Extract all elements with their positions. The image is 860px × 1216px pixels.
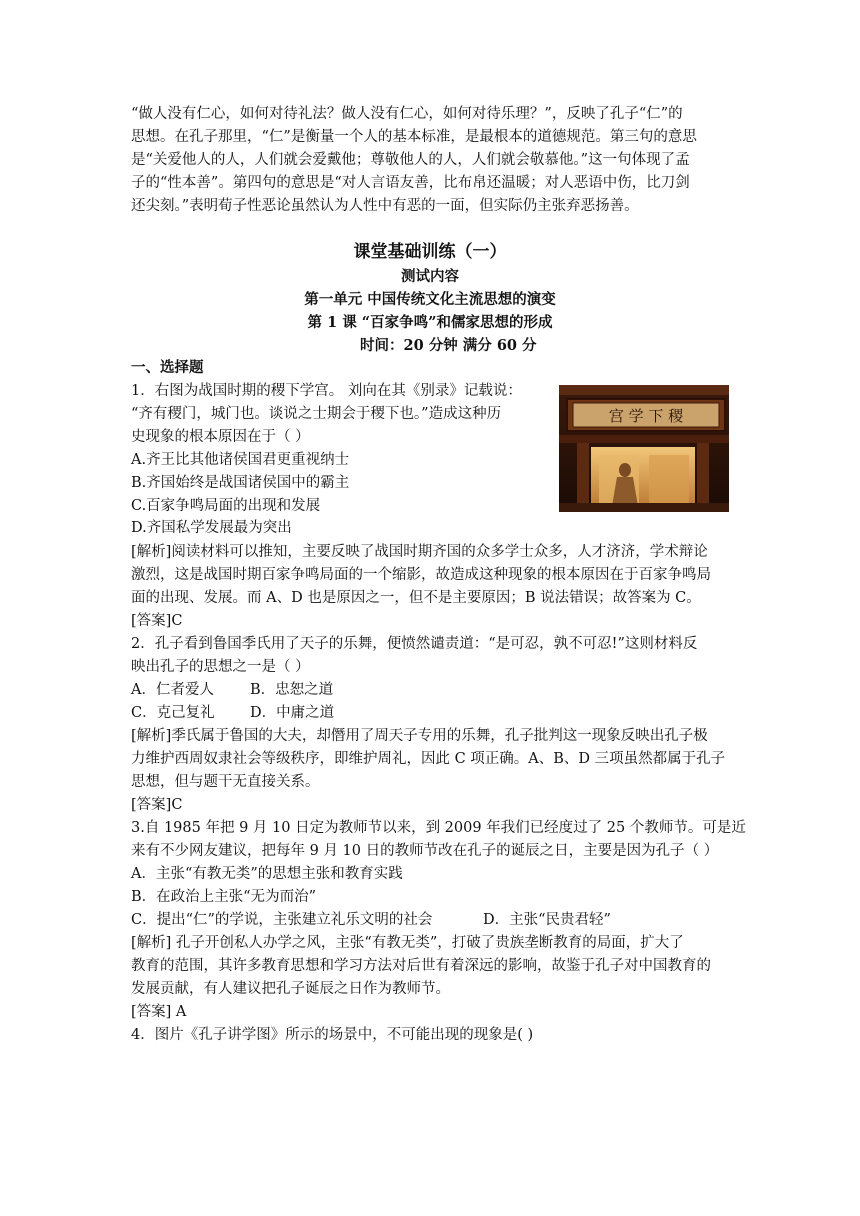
question-2-answer: [答案]C bbox=[131, 797, 183, 813]
jixia-academy-illustration bbox=[559, 385, 729, 512]
time-score-line: 时间：20 分钟 满分 60 分 bbox=[360, 337, 537, 354]
question-3-analysis: 发展贡献，有人建议把孔子诞辰之日作为教师节。 bbox=[131, 981, 450, 997]
jixia-academy-photo bbox=[559, 385, 729, 512]
question-1-option-b: B.齐国始终是战国诸侯国中的霸主 bbox=[131, 475, 350, 491]
intro-line: “做人没有仁心，如何对待礼法？做人没有仁心，如何对待乐理？”，反映了孔子“仁”的 bbox=[131, 106, 683, 122]
page-title: 课堂基础训练（一） bbox=[353, 242, 507, 262]
question-1-analysis: [解析]阅读材料可以推知，主要反映了战国时期齐国的众多学士众多，人才济济，学术辩论 bbox=[131, 544, 708, 560]
question-3-option-d: D．主张“民贵君轻” bbox=[483, 912, 611, 928]
question-3-stem: 来有不少网友建议，把每年 9 月 10 日的教师节改在孔子的诞辰之日，主要是因为孔子（ ） bbox=[131, 843, 719, 859]
intro-line: 思想。在孔子那里，“仁”是衡量一个人的基本标准，是最根本的道德规范。第三句的意思 bbox=[131, 129, 697, 145]
question-2-option-a: A．仁者爱人 bbox=[131, 682, 214, 698]
lesson-heading: 第 1 课 “百家争鸣”和儒家思想的形成 bbox=[307, 314, 553, 331]
question-4-stem: 4．图片《孔子讲学图》所示的场景中，不可能出现的现象是( ) bbox=[131, 1027, 534, 1043]
question-2-analysis: 力维护西周奴隶社会等级秩序，即维护周礼，因此 C 项正确。A、B、D 三项虽然都属于孔子 bbox=[131, 751, 726, 767]
question-1-stem: “齐有稷门，城门也。谈说之士期会于稷下也。”造成这种历 bbox=[131, 406, 502, 422]
question-3-option-c: C．提出“仁”的学说，主张建立礼乐文明的社会 bbox=[131, 912, 433, 928]
question-1-answer: [答案]C bbox=[131, 613, 183, 629]
question-3-option-b: B．在政治上主张“无为而治” bbox=[131, 889, 316, 905]
question-3-option-a: A．主张“有教无类”的思想主张和教育实践 bbox=[131, 866, 403, 882]
question-2-analysis: 思想，但与题干无直接关系。 bbox=[131, 774, 320, 790]
intro-line: 是“关爱他人的人，人们就会爱戴他；尊敬他人的人，人们就会敬慕他。”这一句体现了孟 bbox=[131, 152, 690, 168]
question-2-option-b: B．忠恕之道 bbox=[250, 682, 334, 698]
question-1-option-a: A.齐王比其他诸侯国君更重视纳士 bbox=[131, 452, 350, 468]
question-1-stem: 1．右图为战国时期的稷下学宫。 刘向在其《别录》记载说： bbox=[131, 383, 522, 399]
question-1-option-c: C.百家争鸣局面的出现和发展 bbox=[131, 498, 321, 514]
question-2-option-c: C．克己复礼 bbox=[131, 705, 215, 721]
question-2-stem: 2．孔子看到鲁国季氏用了天子的乐舞，便愤然谴责道：“是可忍，孰不可忍!”这则材料反 bbox=[131, 636, 698, 652]
intro-line: 还尖刻。”表明荀子性恶论虽然认为人性中有恶的一面，但实际仍主张弃恶扬善。 bbox=[131, 198, 639, 214]
test-content-heading: 测试内容 bbox=[401, 268, 459, 285]
question-1-option-d: D.齐国私学发展最为突出 bbox=[131, 520, 292, 536]
question-3-answer: [答案] A bbox=[131, 1004, 187, 1020]
question-1-analysis: 激烈，这是战国时期百家争鸣局面的一个缩影，故造成这种现象的根本原因在于百家争鸣局 bbox=[131, 567, 711, 583]
question-3-analysis: 教育的范围，其许多教育思想和学习方法对后世有着深远的影响，故鉴于孔子对中国教育的 bbox=[131, 958, 711, 974]
question-2-option-d: D．中庸之道 bbox=[250, 705, 335, 721]
question-3-stem: 3.自 1985 年把 9 月 10 日定为教师节以来，到 2009 年我们已经度过了 25 个教师节。可是近 bbox=[131, 820, 746, 836]
question-3-analysis: [解析] 孔子开创私人办学之风，主张“有教无类”，打破了贵族垄断教育的局面，扩大了 bbox=[131, 935, 684, 951]
section-label: 一、选择题 bbox=[131, 359, 204, 376]
sign-text: 宫 学 下 稷 bbox=[608, 407, 684, 425]
question-2-analysis: [解析]季氏属于鲁国的大夫，却僭用了周天子专用的乐舞，孔子批判这一现象反映出孔子极 bbox=[131, 728, 708, 744]
question-1-analysis: 面的出现、发展。而 A、D 也是原因之一，但不是主要原因；B 说法错误；故答案为 C。 bbox=[131, 590, 701, 606]
intro-line: 子的“性本善”。第四句的意思是“对人言语友善，比布帛还温暖；对人恶语中伤，比刀剑 bbox=[131, 175, 690, 191]
question-2-stem: 映出孔子的思想之一是（ ） bbox=[131, 659, 310, 675]
unit-heading: 第一单元 中国传统文化主流思想的演变 bbox=[304, 291, 556, 308]
question-1-stem: 史现象的根本原因在于（ ） bbox=[131, 429, 310, 445]
